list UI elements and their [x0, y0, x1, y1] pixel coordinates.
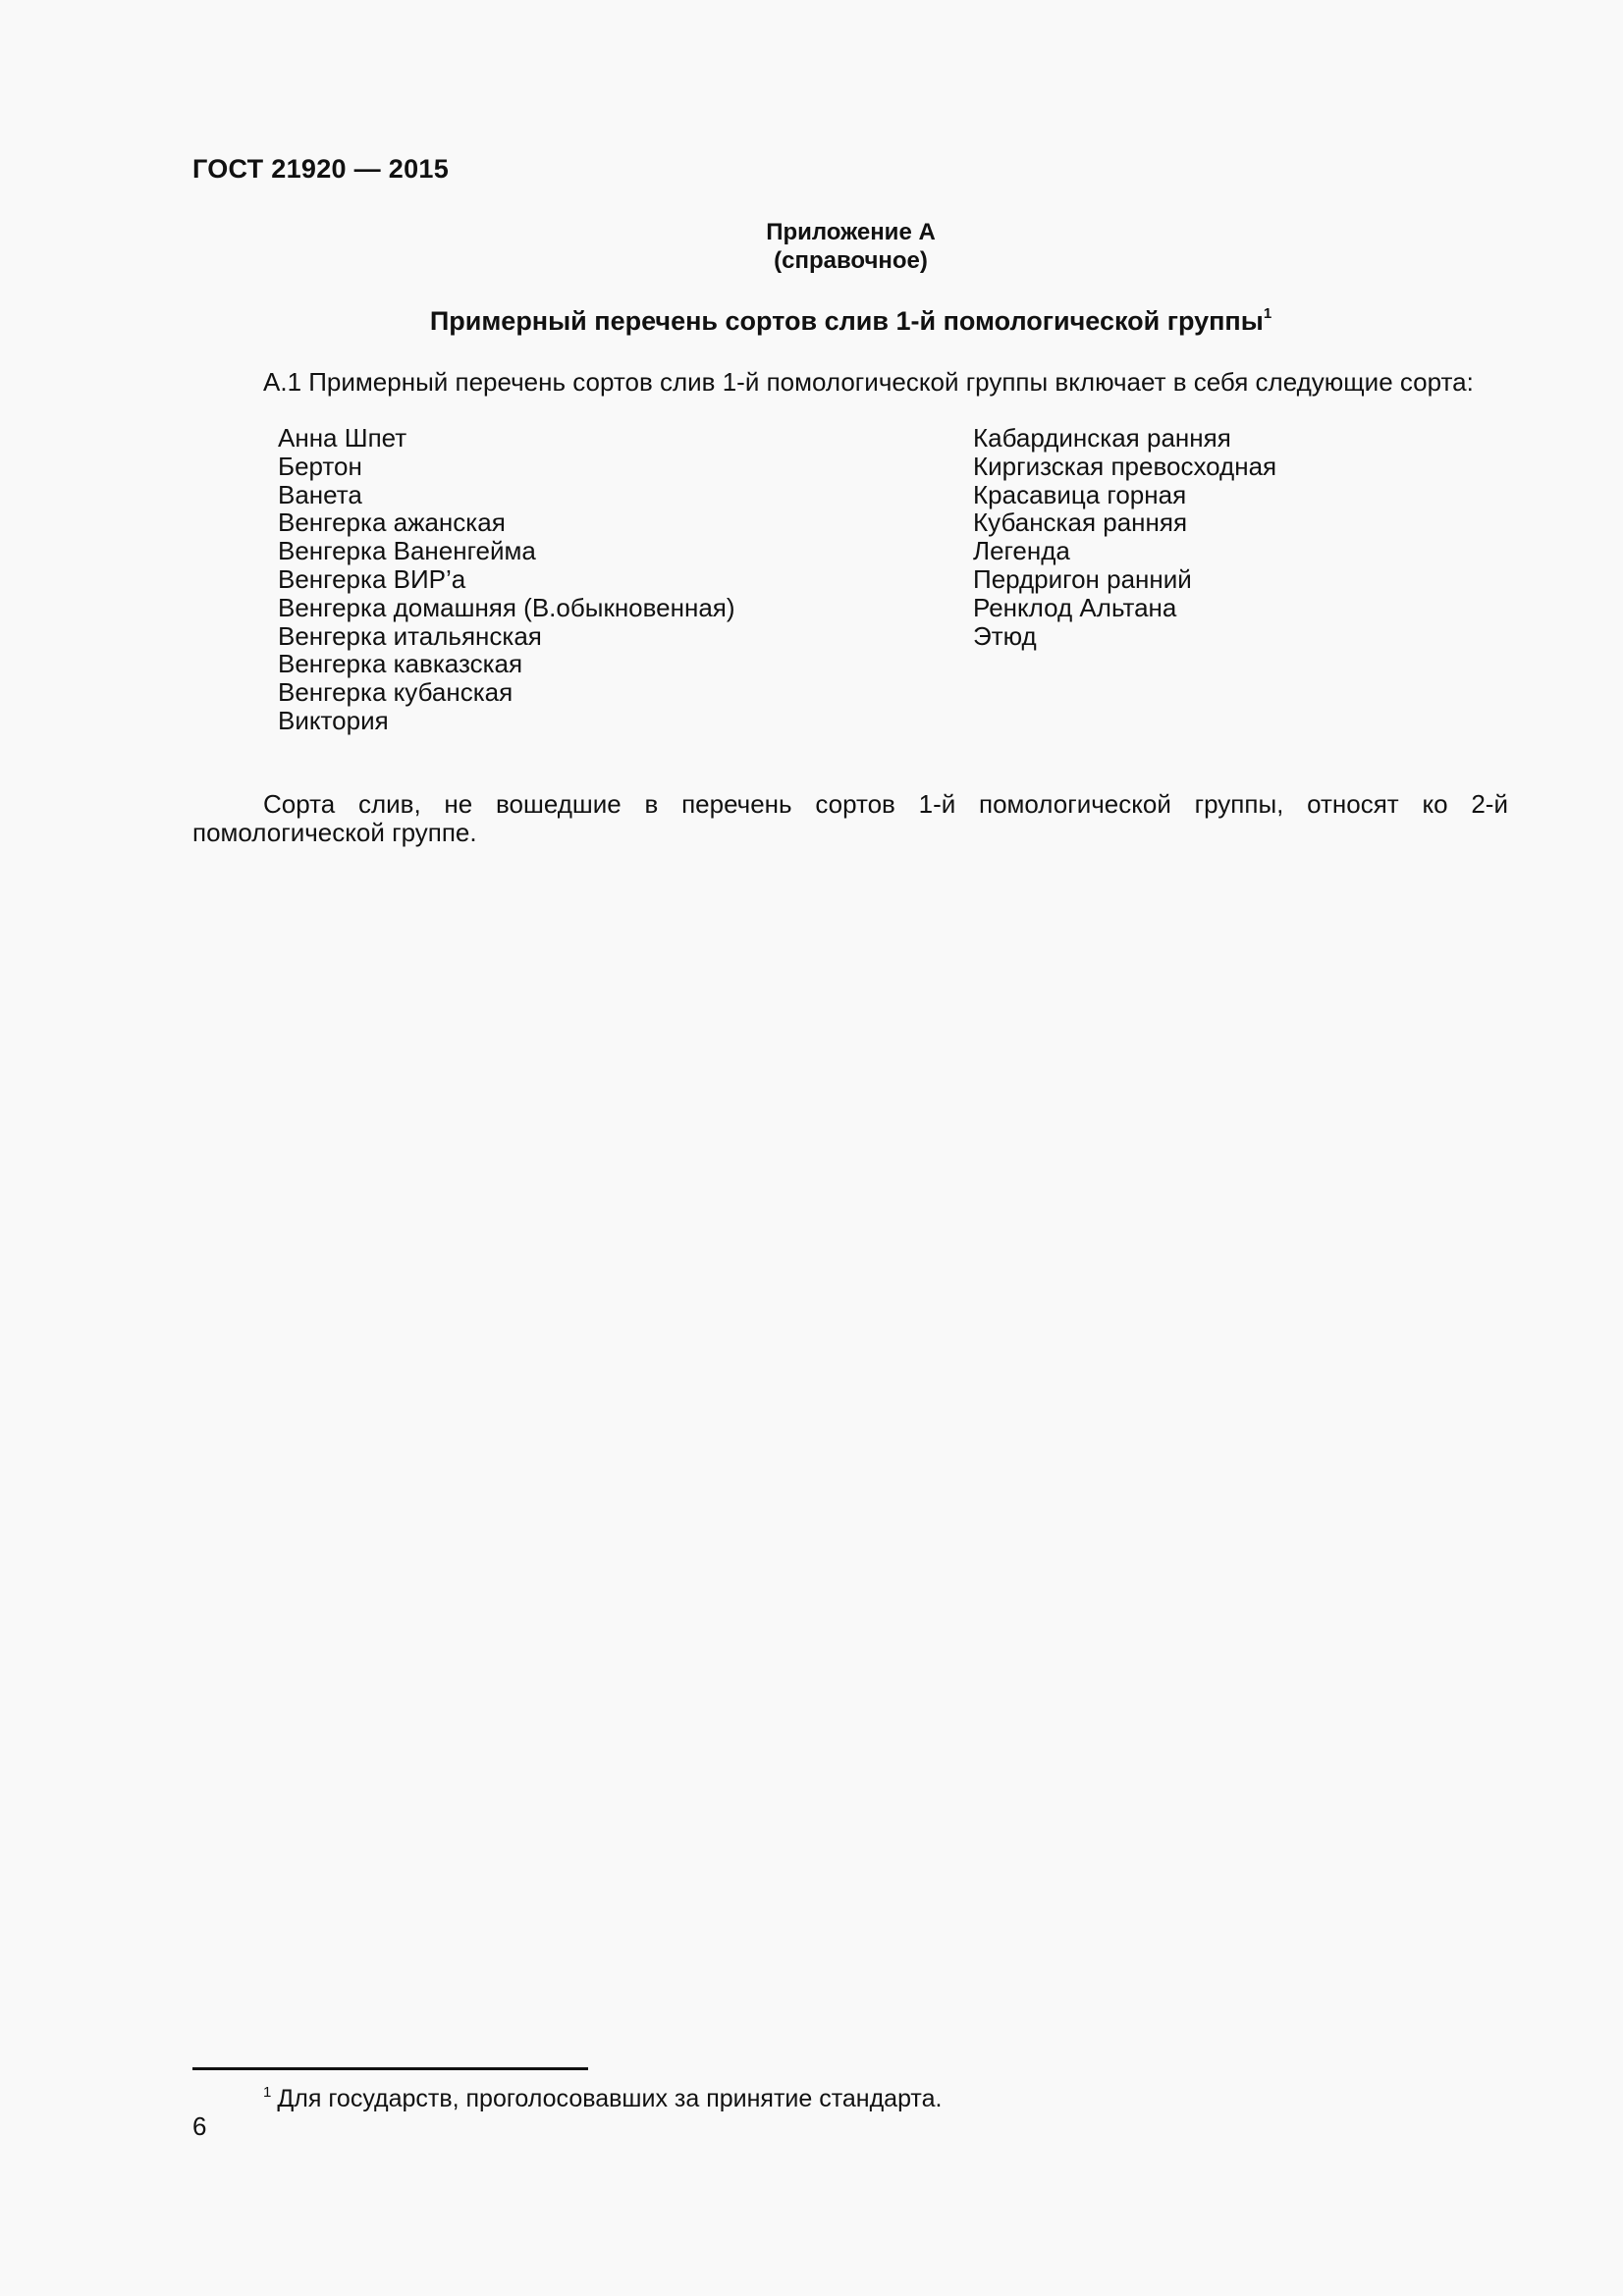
list-item: Кабардинская ранняя [973, 423, 1231, 453]
list-item: Легенда [973, 536, 1070, 566]
list-item: Виктория [278, 705, 389, 735]
list-item: Венгерка кавказская [278, 649, 523, 679]
list-item: Ванета [278, 479, 362, 509]
list-item: Этюд [973, 620, 1037, 651]
section-title-text: Примерный перечень сортов слив 1-й помологической группы [429, 306, 1264, 336]
list-item: Киргизская превосходная [973, 451, 1277, 481]
list-item: Венгерка домашняя (В.обыкновенная) [278, 592, 735, 622]
list-item: Красавица горная [973, 479, 1187, 509]
list-item: Бертон [278, 451, 362, 481]
list-item: Венгерка итальянская [278, 620, 542, 651]
standard-number: ГОСТ 21920 — 2015 [192, 154, 450, 184]
closing-paragraph: Сорта слив, не вошедшие в перечень сортов 1-й помологической группы, относят ко 2-й помологической группе. [192, 789, 1508, 847]
variety-list-left [278, 424, 735, 735]
footnote-text: Для государств, проголосовавших за принятие стандарта. [277, 2085, 943, 2112]
list-item: Венгерка ВИР’а [278, 563, 466, 594]
footnote-marker: 1 [263, 2084, 272, 2101]
footnote-divider [192, 2067, 588, 2070]
list-item: Венгерка ажанская [278, 507, 506, 538]
appendix-title: Приложение А [766, 219, 936, 245]
list-item: Венгерка кубанская [278, 677, 514, 708]
intro-paragraph: А.1 Примерный перечень сортов слив 1-й помологической группы включает в себя следующие сорта: [263, 367, 1474, 397]
section-title [0, 304, 1623, 338]
list-item: Ренклод Альтана [973, 592, 1177, 622]
footnote-reference[interactable]: 1 [1263, 305, 1272, 322]
footnote [263, 2084, 942, 2113]
page-number: 6 [192, 2111, 207, 2141]
list-item: Анна Шпет [278, 423, 407, 453]
list-item: Пердригон ранний [973, 563, 1192, 594]
list-item: Венгерка Ваненгейма [278, 536, 536, 566]
list-item: Кубанская ранняя [973, 507, 1188, 538]
appendix-kind: (справочное) [774, 247, 928, 274]
variety-list-right [973, 424, 1276, 650]
